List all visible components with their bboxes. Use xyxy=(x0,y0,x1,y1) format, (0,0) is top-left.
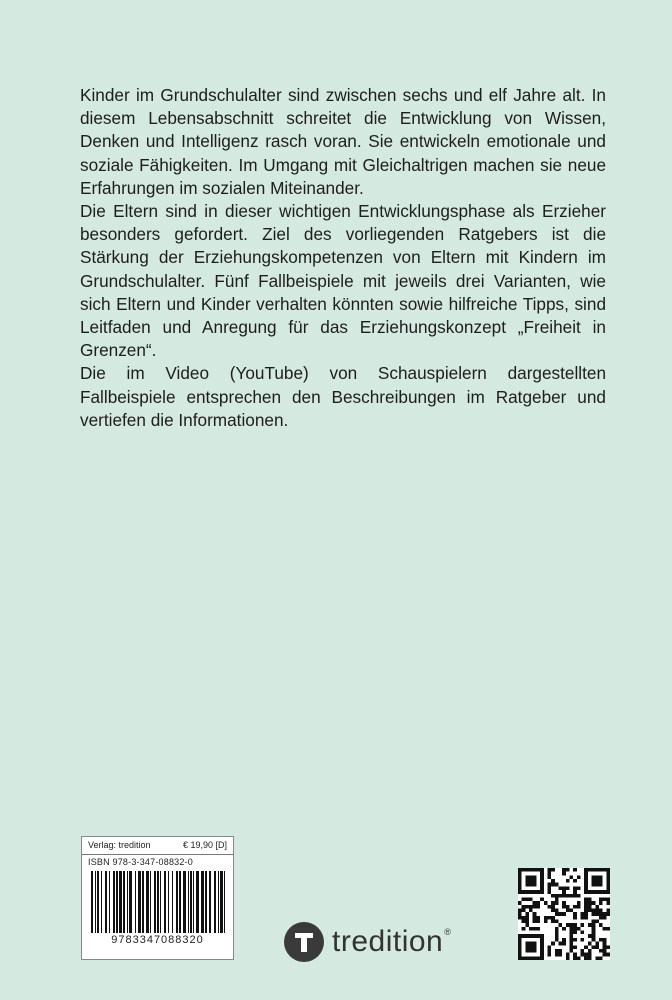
tredition-logo-icon xyxy=(283,921,325,963)
publisher-brand xyxy=(283,921,451,963)
ean-digits: 9783347088320 xyxy=(111,934,204,946)
publisher-label: Verlag: tredition xyxy=(88,840,151,850)
back-cover-blurb xyxy=(80,84,606,432)
qr-code-icon xyxy=(518,868,610,960)
blurb-paragraph-2: Die Eltern sind in dieser wichtigen Entwicklungsphase als Erzieher besonders gefordert. Ziel des vorliegenden Ratgebers ist die Stärkung der Erziehungskompetenzen von Eltern mit Kindern im Grundschulalter. Fünf Fallbeispiele mit jeweils drei Varianten, wie sich Eltern und Kinder verhalten könnten sowie hilfreiche Tipps, sind Leitfaden und Anregung für das Erziehungskonzept „Freiheit in Grenzen“. xyxy=(80,201,606,361)
isbn-barcode-box xyxy=(81,836,234,960)
blurb-paragraph-3: Die im Video (YouTube) von Schauspielern dargestellten Fallbeispiele entsprechen den Beschreibungen im Ratgeber und vertiefen die Informationen. xyxy=(80,363,606,430)
isbn-text: ISBN 978-3-347-08832-0 xyxy=(88,857,193,867)
barcode-icon xyxy=(88,871,229,933)
brand-name: tredition® xyxy=(332,925,452,958)
price-label: € 19,90 [D] xyxy=(182,840,227,850)
blurb-paragraph-1: Kinder im Grundschulalter sind zwischen sechs und elf Jahre alt. In diesem Lebensabschnitt schreitet die Entwicklung von Wissen, Denken und Intelligenz rasch voran. Sie entwickeln emotionale und soziale Fähigkeiten. Im Umgang mit Gleichaltrigen machen sie neue Erfahrungen im sozialen Miteinander. xyxy=(80,85,606,198)
